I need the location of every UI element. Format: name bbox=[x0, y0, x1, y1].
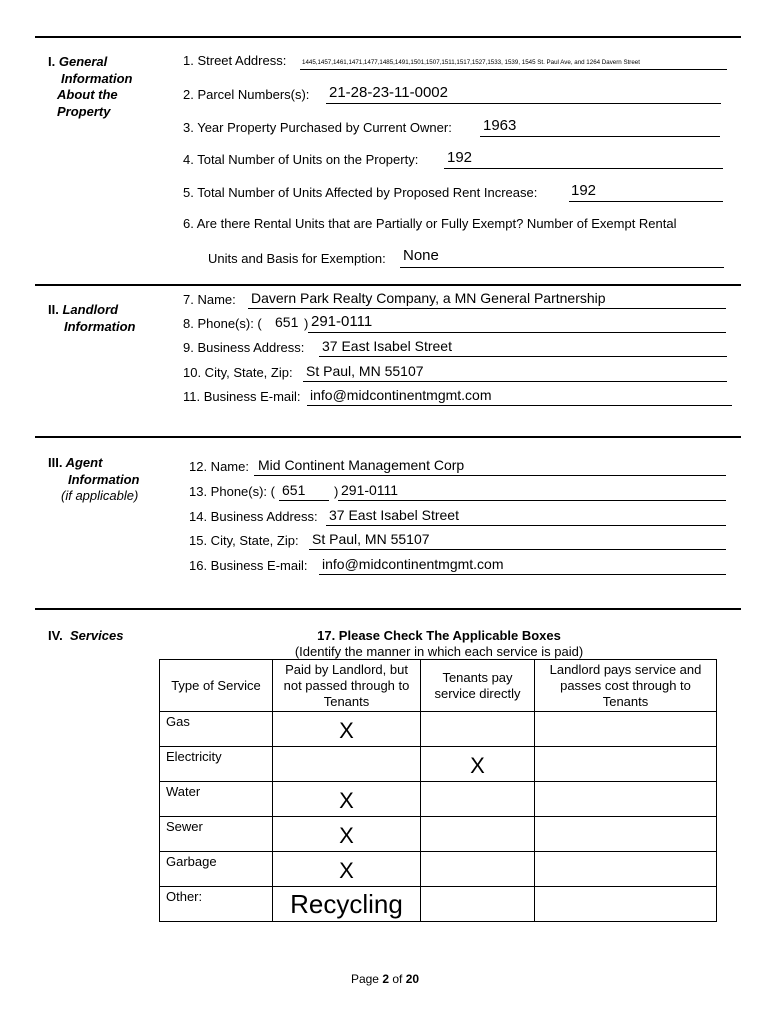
agent-phone-field: 13. Phone(s): ( 651 ) 291-0111 bbox=[189, 481, 729, 501]
tenant-checkbox[interactable] bbox=[421, 782, 535, 817]
col-landlord-passes-cost: Landlord pays service and passes cost through to Tenants bbox=[535, 660, 717, 712]
tenant-checkbox[interactable] bbox=[421, 712, 535, 747]
col-type-of-service: Type of Service bbox=[160, 660, 273, 712]
services-heading-sub: (Identify the manner in which each service is paid) bbox=[294, 644, 584, 659]
agent-address-field bbox=[189, 506, 729, 526]
agent-name-value[interactable]: Mid Continent Management Corp bbox=[258, 457, 465, 473]
year-label: 3. Year Property Purchased by Current Owner: bbox=[183, 120, 452, 135]
passthrough-checkbox[interactable] bbox=[535, 712, 717, 747]
agent-address-value[interactable]: 37 East Isabel Street bbox=[329, 507, 459, 523]
agent-name-field bbox=[189, 456, 729, 476]
table-row bbox=[160, 887, 717, 922]
agent-email-field bbox=[189, 555, 729, 575]
agent-phone-value[interactable]: 291-0111 bbox=[341, 482, 399, 498]
parcel-label: 2. Parcel Numbers(s): bbox=[183, 87, 310, 102]
affected-field bbox=[183, 182, 728, 202]
street-address-field bbox=[183, 52, 728, 70]
total-pages: 20 bbox=[405, 972, 420, 986]
service-type: Other: bbox=[160, 887, 273, 922]
exempt-field bbox=[208, 246, 728, 268]
col-tenants-pay: Tenants pay service directly bbox=[421, 660, 535, 712]
passthrough-checkbox[interactable] bbox=[535, 782, 717, 817]
landlord-checkbox[interactable]: X bbox=[273, 712, 421, 747]
service-type: Sewer bbox=[160, 817, 273, 852]
rule-3 bbox=[35, 608, 741, 610]
parcel-value[interactable]: 21-28-23-11-0002 bbox=[329, 84, 448, 101]
exempt-question: 6. Are there Rental Units that are Partially or Fully Exempt? Number of Exempt Rental bbox=[183, 216, 677, 231]
landlord-name-field bbox=[183, 289, 728, 309]
landlord-checkbox[interactable]: X bbox=[273, 817, 421, 852]
units-label: 4. Total Number of Units on the Property: bbox=[183, 152, 419, 167]
landlord-csz-value[interactable]: St Paul, MN 55107 bbox=[306, 363, 424, 379]
other-service-value[interactable]: Recycling bbox=[273, 887, 421, 922]
landlord-csz-field bbox=[183, 362, 728, 382]
landlord-name-value[interactable]: Davern Park Realty Company, a MN General Partnership bbox=[251, 290, 606, 306]
exempt-label: Units and Basis for Exemption: bbox=[208, 251, 386, 266]
landlord-address-value[interactable]: 37 East Isabel Street bbox=[322, 338, 452, 354]
landlord-email-field bbox=[183, 386, 733, 406]
passthrough-checkbox[interactable] bbox=[535, 852, 717, 887]
tenant-checkbox[interactable]: X bbox=[421, 747, 535, 782]
section-services-title: IV. Services bbox=[48, 628, 124, 643]
units-value[interactable]: 192 bbox=[447, 149, 473, 166]
landlord-address-label: 9. Business Address: bbox=[183, 340, 305, 355]
year-value[interactable]: 1963 bbox=[483, 117, 517, 134]
services-heading bbox=[160, 628, 718, 660]
street-address-label: 1. Street Address: bbox=[183, 53, 287, 68]
agent-phone-label: 13. Phone(s): ( bbox=[189, 484, 275, 499]
passthrough-checkbox[interactable] bbox=[535, 747, 717, 782]
passthrough-checkbox[interactable] bbox=[535, 817, 717, 852]
section-general-title: I. General Information About the Property bbox=[48, 54, 133, 119]
exempt-value[interactable]: None bbox=[403, 247, 439, 264]
agent-email-label: 16. Business E-mail: bbox=[189, 558, 308, 573]
service-type: Gas bbox=[160, 712, 273, 747]
agent-csz-label: 15. City, State, Zip: bbox=[189, 533, 299, 548]
table-row bbox=[160, 852, 717, 887]
units-field bbox=[183, 149, 728, 169]
landlord-phone-area[interactable]: 651 bbox=[275, 314, 299, 330]
landlord-address-field bbox=[183, 337, 728, 357]
service-type: Electricity bbox=[160, 747, 273, 782]
table-row bbox=[160, 747, 717, 782]
agent-phone-area[interactable]: 651 bbox=[282, 482, 306, 498]
landlord-checkbox[interactable]: X bbox=[273, 852, 421, 887]
landlord-csz-label: 10. City, State, Zip: bbox=[183, 365, 293, 380]
landlord-checkbox[interactable]: X bbox=[273, 782, 421, 817]
tenant-checkbox[interactable] bbox=[421, 887, 535, 922]
agent-csz-value[interactable]: St Paul, MN 55107 bbox=[312, 531, 430, 547]
landlord-phone-value[interactable]: 291-0111 bbox=[311, 313, 373, 330]
services-heading-title: 17. Please Check The Applicable Boxes bbox=[317, 628, 561, 643]
col-paid-by-landlord: Paid by Landlord, but not passed through to Tenants bbox=[273, 660, 421, 712]
landlord-email-value[interactable]: info@midcontinentmgmt.com bbox=[310, 387, 492, 403]
tenant-checkbox[interactable] bbox=[421, 852, 535, 887]
tenant-checkbox[interactable] bbox=[421, 817, 535, 852]
section-agent-title: III. Agent Information (if applicable) bbox=[48, 455, 140, 503]
landlord-phone-label: 8. Phone(s): ( bbox=[183, 316, 262, 331]
landlord-checkbox[interactable] bbox=[273, 747, 421, 782]
table-row bbox=[160, 782, 717, 817]
service-type: Water bbox=[160, 782, 273, 817]
street-address-value[interactable]: 1445,1457,1461,1471,1477,1485,1491,1501,1507,1511,1517,1527,1533, 1539, 1545 St. Paul Ave, and 1264 Davern Street bbox=[302, 59, 640, 66]
affected-label: 5. Total Number of Units Affected by Proposed Rent Increase: bbox=[183, 185, 538, 200]
agent-csz-field bbox=[189, 530, 729, 550]
page-footer: Page 2 of 20 bbox=[350, 972, 420, 986]
year-field bbox=[183, 117, 728, 137]
rule-1 bbox=[35, 284, 741, 286]
agent-email-value[interactable]: info@midcontinentmgmt.com bbox=[322, 556, 504, 572]
passthrough-checkbox[interactable] bbox=[535, 887, 717, 922]
agent-address-label: 14. Business Address: bbox=[189, 509, 318, 524]
top-rule bbox=[35, 36, 741, 38]
agent-name-label: 12. Name: bbox=[189, 459, 249, 474]
landlord-email-label: 11. Business E-mail: bbox=[183, 389, 301, 404]
service-type: Garbage bbox=[160, 852, 273, 887]
landlord-name-label: 7. Name: bbox=[183, 292, 236, 307]
landlord-phone-field: 8. Phone(s): ( 651 ) 291-0111 bbox=[183, 313, 728, 333]
current-page: 2 bbox=[382, 972, 389, 986]
affected-value[interactable]: 192 bbox=[571, 182, 597, 199]
table-row bbox=[160, 712, 717, 747]
section-landlord-title: II. Landlord Information bbox=[48, 302, 136, 334]
table-row bbox=[160, 817, 717, 852]
parcel-field bbox=[183, 84, 728, 104]
services-table bbox=[159, 659, 717, 922]
rule-2 bbox=[35, 436, 741, 438]
